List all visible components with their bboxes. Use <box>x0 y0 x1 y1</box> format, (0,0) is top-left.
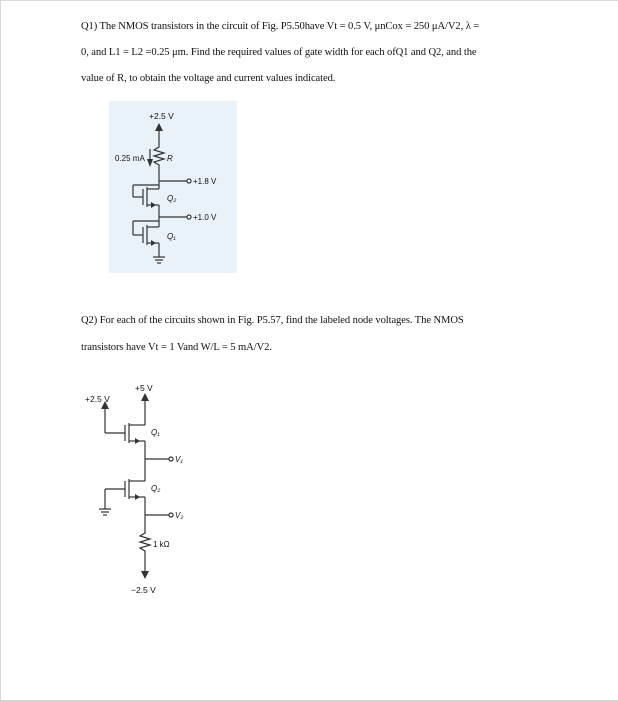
circuit-p5-50 <box>109 101 237 273</box>
figure-p5-50 <box>109 101 237 273</box>
fig2-gate-bias-label: +2.5 V <box>85 394 110 404</box>
q1-line-1: Q1) The NMOS transistors in the circuit of Fig. P5.50have Vt = 0.5 V, μnCox = 250 μA/V2, λ = <box>81 21 480 32</box>
fig2-resistor-label: 1 kΩ <box>153 540 170 549</box>
fig1-node-lower-label: +1.0 V <box>193 213 217 222</box>
fig1-resistor-label: R <box>167 154 173 163</box>
fig2-neg-supply-label: −2.5 V <box>131 585 156 595</box>
q1-line-3: value of R, to obtain the voltage and current values indicated. <box>81 73 336 84</box>
fig1-supply-label: +2.5 V <box>149 111 174 121</box>
figure-p5-57 <box>83 379 203 601</box>
fig2-v2-label: V₂ <box>175 511 184 520</box>
circuit-p5-57 <box>83 379 203 601</box>
fig1-q1-label: Q₁ <box>167 232 176 241</box>
q2-line-1: Q2) For each of the circuits shown in Fig. P5.57, find the labeled node voltages. The NMOS <box>81 315 464 326</box>
fig2-q1-label: Q₁ <box>151 428 160 437</box>
fig2-supply-label: +5 V <box>135 383 153 393</box>
fig1-current-label: 0.25 mA <box>115 154 145 163</box>
q1-line-2: 0, and L1 = L2 =0.25 μm. Find the required values of gate width for each ofQ1 and Q2, and the <box>81 47 477 58</box>
fig1-q2-label: Q₂ <box>167 194 177 203</box>
fig2-v1-label: V₁ <box>175 455 183 464</box>
q2-line-2: transistors have Vt = 1 Vand W/L = 5 mA/V2. <box>81 342 272 353</box>
fig2-q2-label: Q₂ <box>151 484 161 493</box>
fig1-node-upper-label: +1.8 V <box>193 177 217 186</box>
